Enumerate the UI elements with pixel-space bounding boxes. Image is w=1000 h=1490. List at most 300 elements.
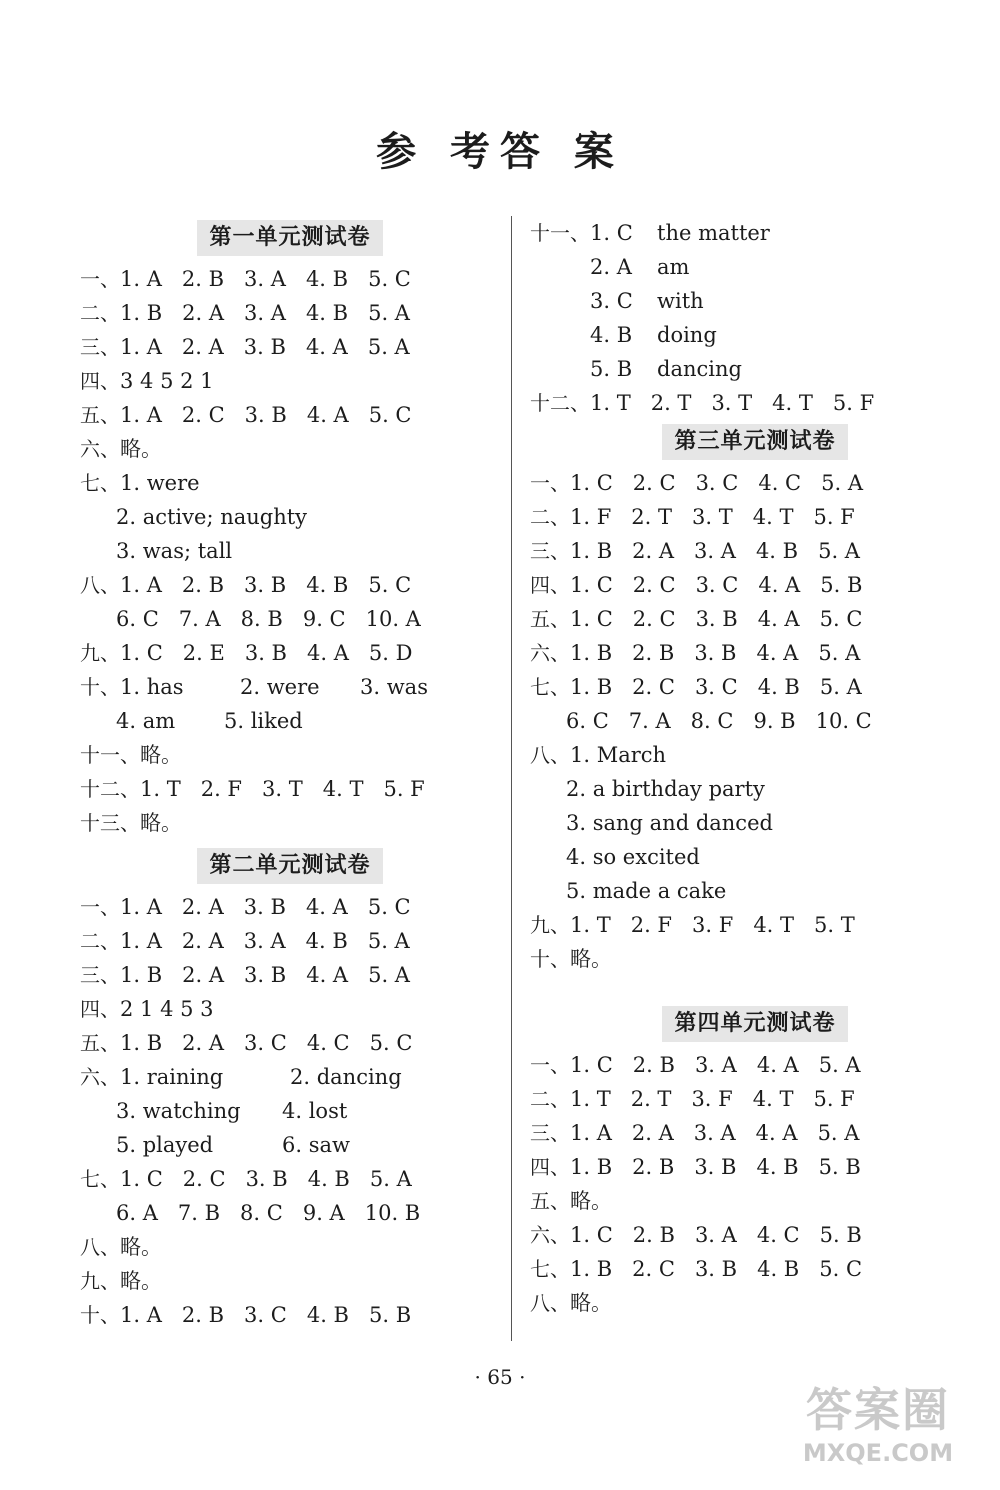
answer-text: 2. B xyxy=(632,1223,675,1247)
u1-q6 xyxy=(80,432,500,466)
answer-text: 3. B xyxy=(244,573,287,597)
answer-text: 1. A xyxy=(120,1303,162,1327)
u2-q9 xyxy=(80,1264,500,1298)
u3-q7-b xyxy=(530,704,980,738)
answer-text: 5. B xyxy=(818,1155,861,1179)
answer-text: 5. played xyxy=(116,1133,214,1157)
answer-text: 1. T xyxy=(570,913,611,937)
answer-text: 5. A xyxy=(821,471,864,495)
answer-text: 3. B xyxy=(243,335,286,359)
watermark-logo xyxy=(778,1382,978,1478)
answer-text: 3. was xyxy=(360,675,428,699)
answer-text: 3. A xyxy=(694,1053,737,1077)
answer-text: 1. has xyxy=(120,675,184,699)
answer-text: 九、 xyxy=(80,1269,120,1293)
answer-text: 3. T xyxy=(262,777,303,801)
u3-q8-5 xyxy=(530,874,980,908)
answer-text: 4. T xyxy=(322,777,364,801)
answer-text: 略。 xyxy=(570,1291,612,1315)
answer-text: 1. C xyxy=(590,221,633,245)
u3-q9 xyxy=(530,908,980,942)
answer-text: 八、 xyxy=(80,1235,120,1259)
answer-text: 5. C xyxy=(819,1257,863,1281)
answer-text: 5. A xyxy=(368,301,410,325)
answer-text: 5. A xyxy=(819,675,862,699)
u3-q3 xyxy=(530,534,980,568)
answer-text: 3. T xyxy=(692,505,733,529)
answer-text: 3. A xyxy=(244,301,286,325)
answer-text: 3. A xyxy=(694,1223,737,1247)
answer-text: 5. A xyxy=(368,963,410,987)
answer-text: 2. a birthday party xyxy=(566,777,765,801)
answer-text: 9. C xyxy=(302,607,346,631)
answer-text: 1. C xyxy=(120,641,163,665)
u1-q8 xyxy=(80,568,500,602)
answer-text: 略。 xyxy=(120,1269,162,1293)
u2-q10 xyxy=(80,1298,500,1332)
answer-text: 5. C xyxy=(369,1031,413,1055)
answer-text: 1. C xyxy=(570,607,613,631)
answer-text: 五、 xyxy=(530,607,570,631)
answer-text: 2. A xyxy=(631,1121,674,1145)
answer-text: 7. A xyxy=(178,607,221,631)
u1-q2 xyxy=(80,296,500,330)
answer-text: 2. B xyxy=(632,641,675,665)
u3-q8-2 xyxy=(530,772,980,806)
answer-text: 3. B xyxy=(695,607,738,631)
unit1-title: 第一单元测试卷 xyxy=(197,220,382,256)
answer-text: 十一、 xyxy=(80,743,140,767)
answer-text: 3. B xyxy=(245,1167,288,1191)
u2-q6 xyxy=(80,1060,500,1094)
answer-text: 1. A xyxy=(120,929,162,953)
answer-text: 1. B xyxy=(570,1257,613,1281)
answer-text: 5. C xyxy=(819,607,863,631)
answer-text: 2. C xyxy=(632,471,676,495)
answer-text: 4. A xyxy=(305,335,348,359)
answer-text: 二、 xyxy=(80,929,120,953)
answer-text: 2. B xyxy=(632,1053,675,1077)
answer-text: 2. A xyxy=(182,1031,225,1055)
answer-text: 3. A xyxy=(693,1121,736,1145)
answer-text: 4. A xyxy=(757,607,800,631)
u2-q8 xyxy=(80,1230,500,1264)
answer-text: 八、 xyxy=(80,573,120,597)
answer-text: am xyxy=(657,255,690,279)
u3-q8-3 xyxy=(530,806,980,840)
answer-text: 略。 xyxy=(570,947,612,971)
u4-q2 xyxy=(530,1082,980,1116)
u1-q11 xyxy=(80,738,500,772)
answer-text: 3 4 5 2 1 xyxy=(120,369,214,393)
answer-text: 3. B xyxy=(244,403,287,427)
u1-q3 xyxy=(80,330,500,364)
answer-text: 五、 xyxy=(80,1031,120,1055)
answer-text: 2. C xyxy=(182,1167,226,1191)
answer-text: dancing xyxy=(657,357,742,381)
answer-text: 10. C xyxy=(815,709,872,733)
answer-text: 10. A xyxy=(365,607,421,631)
answer-text: 2. C xyxy=(632,675,675,699)
answer-text: 一、 xyxy=(530,471,570,495)
answer-text: 1. C xyxy=(120,1167,163,1191)
answer-text: 2. were xyxy=(240,675,320,699)
answer-text: 4. C xyxy=(756,1223,800,1247)
answer-text: 五、 xyxy=(530,1189,570,1213)
u2-q2 xyxy=(80,924,500,958)
u2-q7 xyxy=(80,1162,500,1196)
answer-text: 略。 xyxy=(140,811,182,835)
answer-text: 1. B xyxy=(570,539,613,563)
answer-text: 4. C xyxy=(758,471,802,495)
u2-q11-5 xyxy=(530,352,980,386)
answer-text: 5. B xyxy=(819,1223,862,1247)
u2-q6-b xyxy=(80,1094,500,1128)
left-column xyxy=(80,220,500,1332)
u1-q1 xyxy=(80,262,500,296)
answer-text: 10. B xyxy=(364,1201,421,1225)
answer-text: 略。 xyxy=(140,743,182,767)
answer-text: 1. C xyxy=(570,471,613,495)
u4-q6 xyxy=(530,1218,980,1252)
answer-text: 八、 xyxy=(530,743,570,767)
answer-text: 2. C xyxy=(632,1257,675,1281)
u3-q5 xyxy=(530,602,980,636)
answer-text: 略。 xyxy=(570,1189,612,1213)
answer-text: 1. B xyxy=(120,301,163,325)
u2-q4 xyxy=(80,992,500,1026)
u4-q5 xyxy=(530,1184,980,1218)
answer-text: 9. A xyxy=(302,1201,345,1225)
answer-text: 2. active; naughty xyxy=(116,505,308,529)
answer-text: 四、 xyxy=(80,369,120,393)
answer-text: 4. B xyxy=(757,1257,800,1281)
u4-q8 xyxy=(530,1286,980,1320)
answer-text: 3. C xyxy=(695,471,739,495)
answer-text: 5. B xyxy=(368,1303,412,1327)
answer-text: 十一、 xyxy=(530,221,590,245)
unit2-title: 第二单元测试卷 xyxy=(197,848,382,884)
answer-text: 5. A xyxy=(818,641,861,665)
answer-text: 2. A xyxy=(181,929,224,953)
answer-text: 2. F xyxy=(200,777,243,801)
answer-text: 4. B xyxy=(590,323,633,347)
answer-text: 4. C xyxy=(306,1031,350,1055)
answer-text: 4. B xyxy=(306,1303,349,1327)
answer-text: 5. C xyxy=(368,403,412,427)
u4-q4 xyxy=(530,1150,980,1184)
answer-text: 3. F xyxy=(692,913,734,937)
answer-text: 7. A xyxy=(628,709,671,733)
answer-text: 5. A xyxy=(817,1121,860,1145)
answer-text: 三、 xyxy=(530,1121,570,1145)
answer-text: 九、 xyxy=(80,641,120,665)
answer-text: 4. B xyxy=(757,675,800,699)
answer-text: the matter xyxy=(657,221,770,245)
u2-q1 xyxy=(80,890,500,924)
answer-text: 4. A xyxy=(306,963,349,987)
answer-text: 2. A xyxy=(181,335,224,359)
answer-text: 5. A xyxy=(367,929,410,953)
u1-q5 xyxy=(80,398,500,432)
answer-text: 四、 xyxy=(530,573,570,597)
answer-text: 3. C xyxy=(244,1303,287,1327)
answer-text: 5. F xyxy=(813,505,855,529)
u2-q12 xyxy=(530,386,980,420)
answer-text: 三、 xyxy=(80,335,120,359)
answer-text: 1. A xyxy=(120,403,162,427)
answer-text: 略。 xyxy=(120,437,162,461)
answer-text: 七、 xyxy=(530,675,570,699)
answer-text: 4. lost xyxy=(282,1099,348,1123)
answer-text: 4. A xyxy=(756,1053,799,1077)
answer-text: 5. F xyxy=(832,391,875,415)
u2-q3 xyxy=(80,958,500,992)
answer-text: 1. T xyxy=(570,1087,611,1111)
answer-text: 十、 xyxy=(80,675,120,699)
answer-text: 1. A xyxy=(120,335,162,359)
answer-text: 2. T xyxy=(630,1087,672,1111)
answer-text: 5. B xyxy=(820,573,863,597)
u1-q7-2 xyxy=(80,500,500,534)
answer-text: 六、 xyxy=(530,1223,570,1247)
answer-text: 5. A xyxy=(369,1167,412,1191)
u3-q2 xyxy=(530,500,980,534)
answer-text: 2. A xyxy=(632,539,675,563)
column-divider xyxy=(511,216,512,1341)
answer-text: 1. C xyxy=(570,1223,613,1247)
watermark-top: 答案圈 xyxy=(806,1383,950,1437)
answer-text: 4. T xyxy=(753,913,795,937)
answer-text: 2. B xyxy=(632,1155,675,1179)
u4-q1 xyxy=(530,1048,980,1082)
answer-text: 3. B xyxy=(244,963,287,987)
answer-text: 5. liked xyxy=(224,709,303,733)
answer-text: 6. A xyxy=(116,1201,158,1225)
answer-text: 5. A xyxy=(818,1053,861,1077)
answer-text: 4. T xyxy=(752,505,794,529)
answer-text: 8. C xyxy=(240,1201,283,1225)
answer-text: with xyxy=(657,289,704,313)
answer-text: 5. A xyxy=(818,539,860,563)
answer-text: 2. C xyxy=(632,607,676,631)
u2-q11-3 xyxy=(530,284,980,318)
answer-text: 十、 xyxy=(80,1303,120,1327)
answer-text: 1. B xyxy=(120,1031,163,1055)
answer-text: 一、 xyxy=(80,895,120,919)
answer-text: 2. A xyxy=(182,963,225,987)
answer-text: 4. A xyxy=(758,573,801,597)
answer-text: 4. T xyxy=(752,1087,794,1111)
answer-text: 9. B xyxy=(753,709,796,733)
answer-text: 3. B xyxy=(694,1257,738,1281)
u1-q10-b xyxy=(80,704,500,738)
answer-text: 2. F xyxy=(630,913,673,937)
answer-text: 1. T xyxy=(140,777,181,801)
answer-text: 4. B xyxy=(305,301,349,325)
u3-q8 xyxy=(530,738,980,772)
answer-text: 5. B xyxy=(590,357,633,381)
answer-text: 3. watching xyxy=(116,1099,241,1123)
u4-q7 xyxy=(530,1252,980,1286)
answer-text: 8. B xyxy=(240,607,283,631)
answer-text: 4. T xyxy=(772,391,813,415)
answer-text: 4. B xyxy=(755,539,799,563)
u3-q10 xyxy=(530,942,980,976)
answer-text: 4. B xyxy=(756,1155,799,1179)
answer-text: 2. T xyxy=(650,391,692,415)
u1-q13 xyxy=(80,806,500,840)
answer-text: 1. raining xyxy=(120,1065,224,1089)
u1-q9 xyxy=(80,636,500,670)
answer-text: 3. A xyxy=(243,929,286,953)
answer-text: 3. C xyxy=(694,675,738,699)
answer-text: 2. B xyxy=(181,573,225,597)
u3-q8-4 xyxy=(530,840,980,874)
u2-q11-1 xyxy=(530,216,980,250)
answer-text: 6. C xyxy=(566,709,609,733)
u1-q7 xyxy=(80,466,500,500)
answer-text: 4. B xyxy=(305,267,349,291)
answer-text: 1. B xyxy=(570,675,613,699)
answer-text: 1. C xyxy=(570,573,613,597)
right-column xyxy=(530,216,980,1320)
answer-text: 三、 xyxy=(530,539,570,563)
answer-text: 4. am xyxy=(116,709,176,733)
answer-text: 3. C xyxy=(590,289,633,313)
answer-text: 1. T xyxy=(590,391,631,415)
answer-text: 4. B xyxy=(306,573,349,597)
answer-text: 九、 xyxy=(530,913,570,937)
answer-text: 4. A xyxy=(756,641,799,665)
answer-text: 4. A xyxy=(755,1121,798,1145)
answer-text: 2 1 4 5 3 xyxy=(120,997,214,1021)
answer-text: 1. March xyxy=(570,743,667,767)
answer-text: 十二、 xyxy=(530,391,590,415)
answer-text: 1. B xyxy=(570,641,613,665)
answer-text: 三、 xyxy=(80,963,120,987)
answer-text: 2. A xyxy=(182,301,225,325)
answer-text: 六、 xyxy=(530,641,570,665)
u2-q11-4 xyxy=(530,318,980,352)
answer-text: 3. B xyxy=(243,895,286,919)
answer-text: 3. A xyxy=(694,539,736,563)
answer-text: 七、 xyxy=(80,1167,120,1191)
answer-text: 3. T xyxy=(711,391,753,415)
answer-text: 3. C xyxy=(695,573,739,597)
u1-q4 xyxy=(80,364,500,398)
answer-text: 5. D xyxy=(368,641,413,665)
answer-text: 十、 xyxy=(530,947,570,971)
u3-q1 xyxy=(530,466,980,500)
answer-text: 1. B xyxy=(120,963,163,987)
answer-text: 4. B xyxy=(305,929,348,953)
u2-q11-2 xyxy=(530,250,980,284)
u1-q12 xyxy=(80,772,500,806)
answer-text: 5. F xyxy=(813,1087,855,1111)
answer-text: 5. T xyxy=(814,913,855,937)
answer-text: 2. B xyxy=(181,267,225,291)
u3-q7 xyxy=(530,670,980,704)
u1-q8-b xyxy=(80,602,500,636)
answer-text: 一、 xyxy=(80,267,120,291)
answer-text: 4. B xyxy=(307,1167,350,1191)
answer-text: 1. C xyxy=(570,1053,613,1077)
answer-text: 5. F xyxy=(383,777,425,801)
answer-text: 七、 xyxy=(80,471,120,495)
answer-text: 4. so excited xyxy=(566,845,700,869)
answer-text: 2. C xyxy=(181,403,225,427)
answer-text: 2. dancing xyxy=(290,1065,402,1089)
unit3-title: 第三单元测试卷 xyxy=(662,424,847,460)
answer-text: 2. B xyxy=(181,1303,225,1327)
answer-text: 2. C xyxy=(632,573,676,597)
answer-text: 3. F xyxy=(691,1087,733,1111)
answer-text: 4. A xyxy=(306,641,349,665)
answer-text: 3. B xyxy=(244,641,287,665)
page-number: · 65 · xyxy=(474,1365,526,1389)
answer-text: 2. E xyxy=(182,641,225,665)
answer-text: 二、 xyxy=(530,1087,570,1111)
answer-text: 4. A xyxy=(305,895,348,919)
u2-q7-b xyxy=(80,1196,500,1230)
answer-text: 十三、 xyxy=(80,811,140,835)
answer-text: 5. made a cake xyxy=(566,879,727,903)
answer-text: 八、 xyxy=(530,1291,570,1315)
answer-text: 2. A xyxy=(590,255,632,279)
answer-text: 1. F xyxy=(570,505,612,529)
answer-text: 六、 xyxy=(80,1065,120,1089)
answer-text: 5. C xyxy=(367,895,411,919)
answer-text: 1. A xyxy=(570,1121,612,1145)
unit4-title: 第四单元测试卷 xyxy=(662,1006,847,1042)
answer-text: 3. B xyxy=(694,641,737,665)
answer-text: 2. T xyxy=(631,505,673,529)
answer-text: 3. A xyxy=(244,267,286,291)
u4-q3 xyxy=(530,1116,980,1150)
answer-text: 七、 xyxy=(530,1257,570,1281)
watermark-bottom: MXQE.COM xyxy=(802,1439,954,1467)
answer-text: 3. sang and danced xyxy=(566,811,773,835)
answer-text: 2. A xyxy=(181,895,224,919)
answer-text: 4. A xyxy=(306,403,349,427)
page-title: 参 考答 案 xyxy=(376,128,624,175)
u2-q5 xyxy=(80,1026,500,1060)
u1-q7-3 xyxy=(80,534,500,568)
u3-q4 xyxy=(530,568,980,602)
answer-text: 6. C xyxy=(116,607,159,631)
u3-q6 xyxy=(530,636,980,670)
answer-text: 3. was; tall xyxy=(116,539,233,563)
answer-text: 十二、 xyxy=(80,777,140,801)
answer-text: 一、 xyxy=(530,1053,570,1077)
answer-text: 1. A xyxy=(120,267,162,291)
answer-text: 8. C xyxy=(690,709,734,733)
answer-text: 1. were xyxy=(120,471,200,495)
answer-text: 四、 xyxy=(530,1155,570,1179)
answer-text: 1. B xyxy=(570,1155,613,1179)
answer-text: 略。 xyxy=(120,1235,162,1259)
answer-text: 五、 xyxy=(80,403,120,427)
answer-text: 3. B xyxy=(694,1155,737,1179)
u2-q6-c xyxy=(80,1128,500,1162)
answer-text: 6. saw xyxy=(282,1133,350,1157)
u1-q10 xyxy=(80,670,500,704)
answer-text: 二、 xyxy=(530,505,570,529)
answer-text: 5. C xyxy=(368,267,411,291)
answer-text: 3. C xyxy=(244,1031,287,1055)
answer-text: 二、 xyxy=(80,301,120,325)
